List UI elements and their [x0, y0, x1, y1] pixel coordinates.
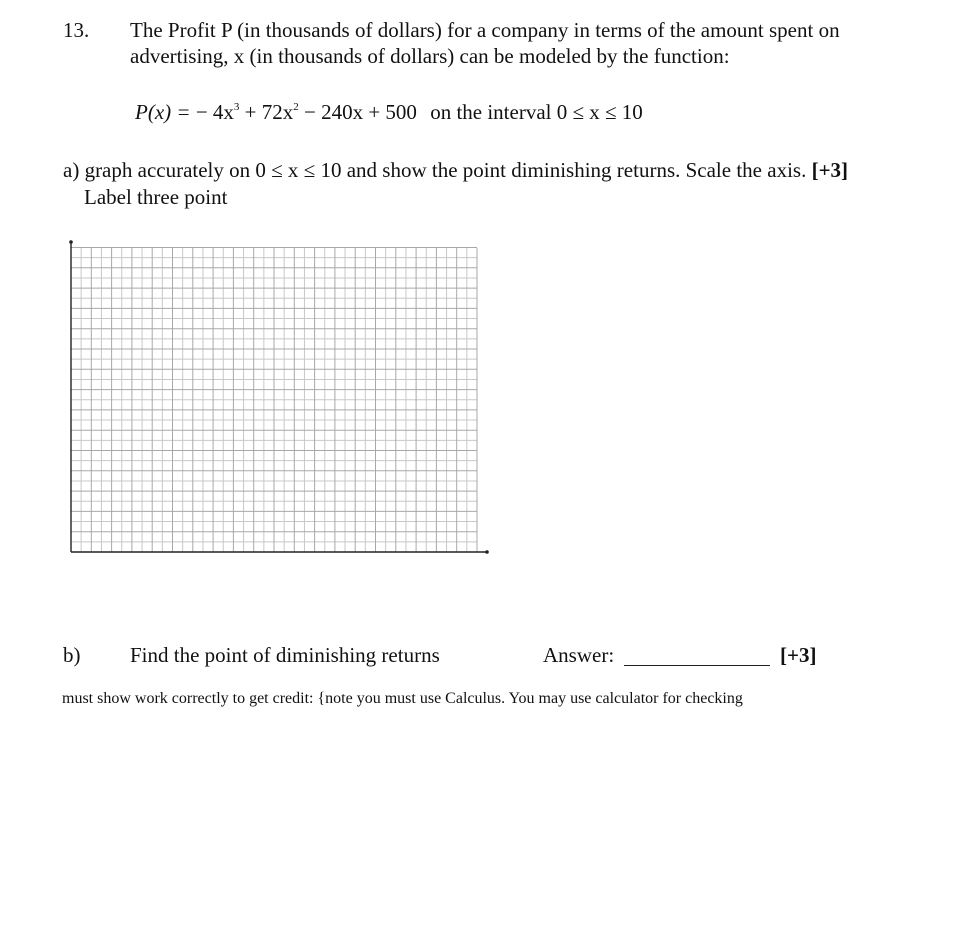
formula-term-cubic: − 4x: [195, 100, 234, 124]
part-a-points: [+3]: [811, 158, 849, 182]
part-a-text-before: a) graph accurately on: [63, 158, 256, 182]
formula-interval: 0 ≤ x ≤ 10: [556, 100, 643, 124]
part-b-points: [+3]: [780, 643, 817, 667]
part-a-text-after: and show the point diminishing returns. Scale the axis.: [341, 158, 812, 182]
answer-blank-line[interactable]: [624, 665, 770, 666]
part-a-instruction-line-2: Label three point: [84, 185, 228, 209]
part-b-question: Find the point of diminishing returns: [130, 643, 440, 667]
blank-graph-grid[interactable]: [64, 236, 494, 562]
formula-exponent-2: 2: [293, 101, 299, 113]
answer-label: Answer:: [543, 643, 615, 667]
formula-term-linear-constant: − 240x + 500: [298, 100, 417, 124]
work-instructions-note: must show work correctly to get credit: {note you must use Calculus. You may use calculator for checking: [62, 690, 743, 707]
question-number: 13.: [63, 18, 90, 42]
profit-function-formula: [135, 100, 643, 125]
formula-exponent-3: 3: [233, 101, 240, 113]
y-axis-arrow-tip: [69, 240, 73, 244]
part-b-label: b): [63, 643, 81, 667]
question-stem-line-1: The Profit P (in thousands of dollars) for a company in terms of the amount spent on: [130, 18, 840, 42]
question-stem-line-2: advertising, x (in thousands of dollars) can be modeled by the function:: [130, 44, 730, 68]
x-axis-arrow-tip: [485, 550, 489, 554]
graph-grid-svg: [64, 236, 494, 562]
part-a-instruction: [63, 158, 848, 183]
formula-term-quadratic: + 72x: [239, 100, 294, 124]
formula-lhs: P(x) =: [135, 100, 196, 124]
part-a-interval: 0 ≤ x ≤ 10: [255, 158, 342, 182]
formula-interval-word: on the interval: [430, 100, 552, 124]
